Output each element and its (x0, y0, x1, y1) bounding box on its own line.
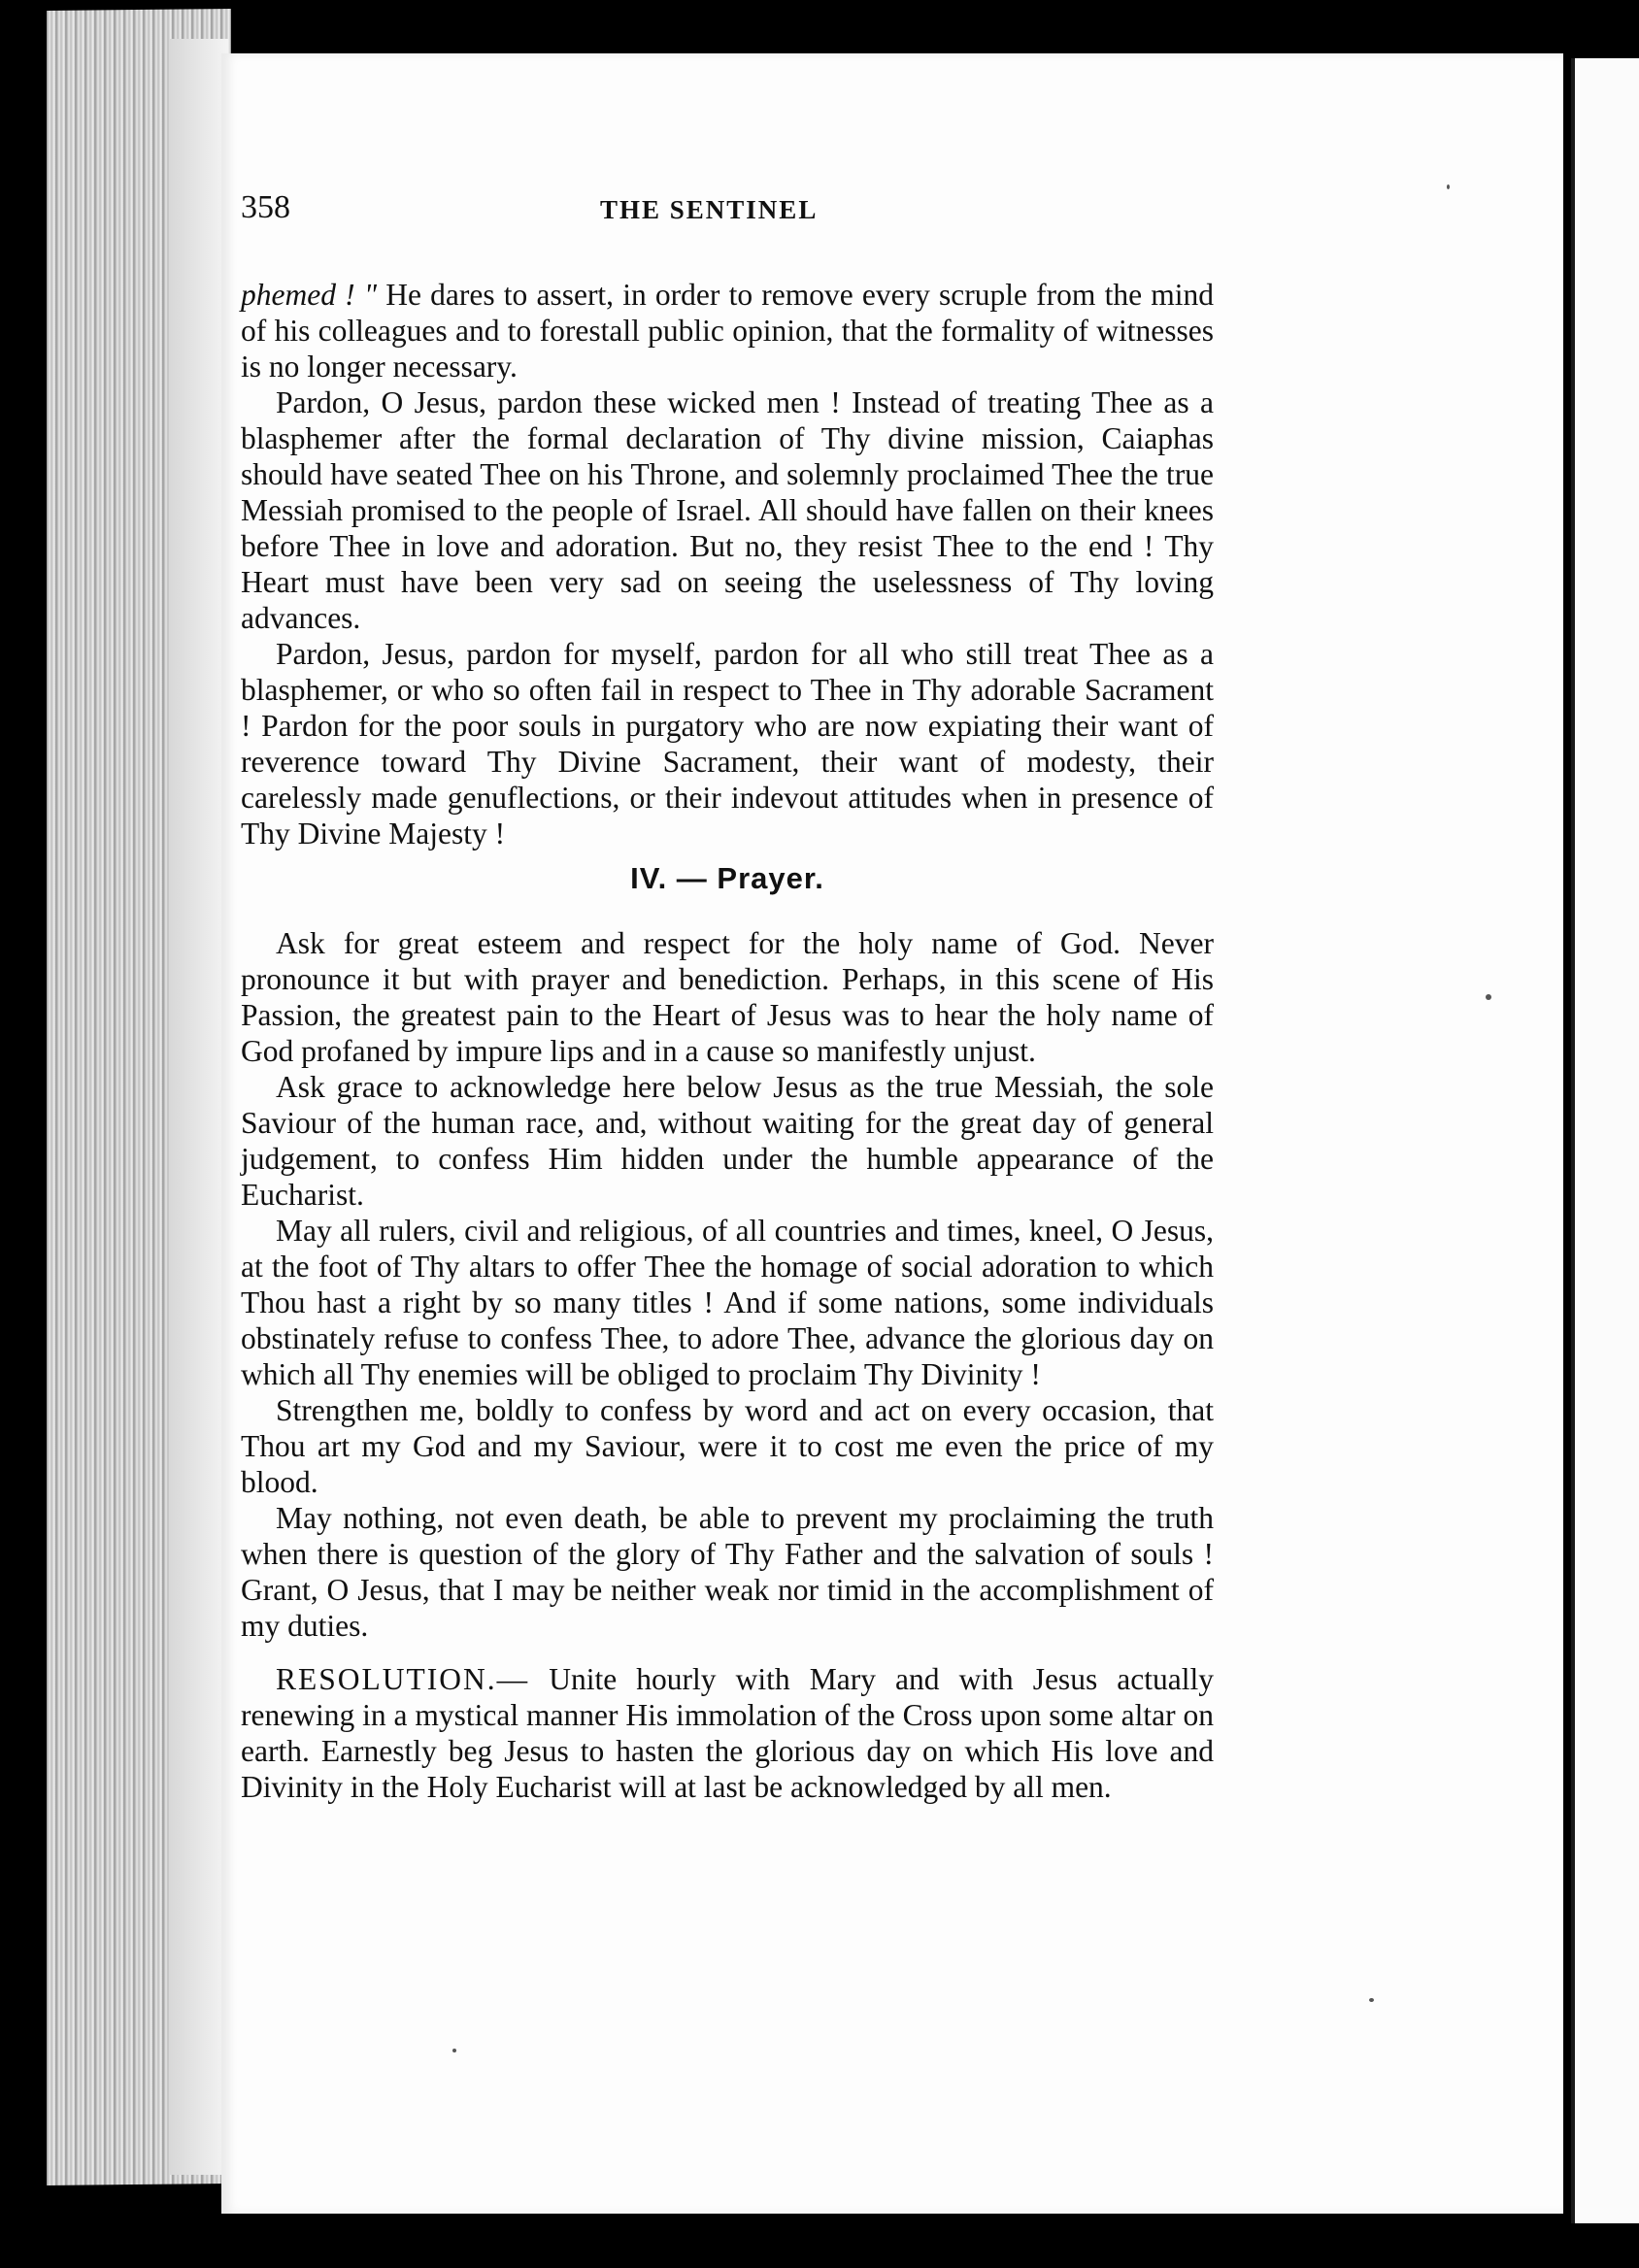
prayer-paragraph: May all rulers, civil and religious, of all countries and times, kneel, O Jesus, at the foot of Thy altars to offer Thee the homage of social adoration to which Thou hast a right by so many titles ! And if some nations, some individuals obstinately refuse to confess Thee, to adore Thee, advance the glorious day on which all Thy enemies will be obliged to proclaim Thy Divinity ! (241, 1214, 1214, 1391)
paragraph-text: He dares to assert, in order to remove every scruple from the mind of his colleagues and to forestall public opinion, that the formality of witnesses is no longer necessary. (241, 278, 1214, 384)
paragraph-continuation (241, 277, 1214, 384)
resolution-paragraph (241, 1661, 1214, 1805)
paper-speck (1369, 1998, 1374, 2002)
paper-speck (1486, 994, 1491, 1000)
resolution-text: Unite hourly with Mary and with Jesus actually renewing in a mystical manner His immolation of the Cross upon some altar on earth. Earnestly beg Jesus to hasten the glorious day on which His love and Divinity in the Holy Eucharist will at last be acknowledged by all men. (241, 1662, 1214, 1804)
prayer-paragraph: Strengthen me, boldly to confess by word and act on every occasion, that Thou art my God and my Saviour, were it to cost me even the price of my blood. (241, 1393, 1214, 1499)
paper-speck (452, 2049, 456, 2052)
paragraph: Pardon, O Jesus, pardon these wicked men ! Instead of treating Thee as a blasphemer after the formal declaration of Thy divine mission, Caiaphas should have seated Thee on his Throne, and solemnly proclaimed Thee the true Messiah promised to the people of Israel. All should have fallen on their knees before Thee in love and adoration. But no, they resist Thee to the end ! Thy Heart must have been very sad on seeing the uselessness of Thy loving advances. (241, 385, 1214, 635)
facing-page-edge (1571, 58, 1639, 2223)
prayer-paragraph: Ask grace to acknowledge here below Jesus as the true Messiah, the sole Saviour of the human race, and, without waiting for the great day of general judgement, to confess Him hidden under the humble appearance of the Eucharist. (241, 1070, 1214, 1212)
page-number: 358 (241, 189, 290, 225)
resolution-label: RESOLUTION.— (276, 1662, 530, 1696)
page-header (241, 189, 1214, 277)
page-gutter-shadow (170, 39, 228, 2175)
italic-fragment: phemed ! " (241, 278, 378, 312)
prayer-paragraph: Ask for great esteem and respect for the holy name of God. Never pronounce it but with prayer and benediction. Perhaps, in this scene of His Passion, the greatest pain to the Heart of Jesus was to hear the holy name of God profaned by impure lips and in a cause so manifestly unjust. (241, 926, 1214, 1068)
paper-speck (1447, 184, 1450, 189)
prayer-paragraph: May nothing, not even death, be able to prevent my proclaiming the truth when there is question of the glory of Thy Father and the salvation of souls ! Grant, O Jesus, that I may be neither weak nor timid in the accomplishment of my duties. (241, 1501, 1214, 1643)
page-text-block (241, 189, 1214, 1805)
section-heading: IV. — Prayer. (630, 861, 824, 895)
running-title: THE SENTINEL (600, 195, 819, 224)
paragraph: Pardon, Jesus, pardon for myself, pardon for all who still treat Thee as a blasphemer, or who so often fail in respect to Thee in Thy adorable Sacrament ! Pardon for the poor souls in purgatory who are now expiating their want of reverence toward Thy Divine Sacrament, their want of modesty, their carelessly made genuflections, or their indevout attitudes when in presence of Thy Divine Majesty ! (241, 637, 1214, 850)
